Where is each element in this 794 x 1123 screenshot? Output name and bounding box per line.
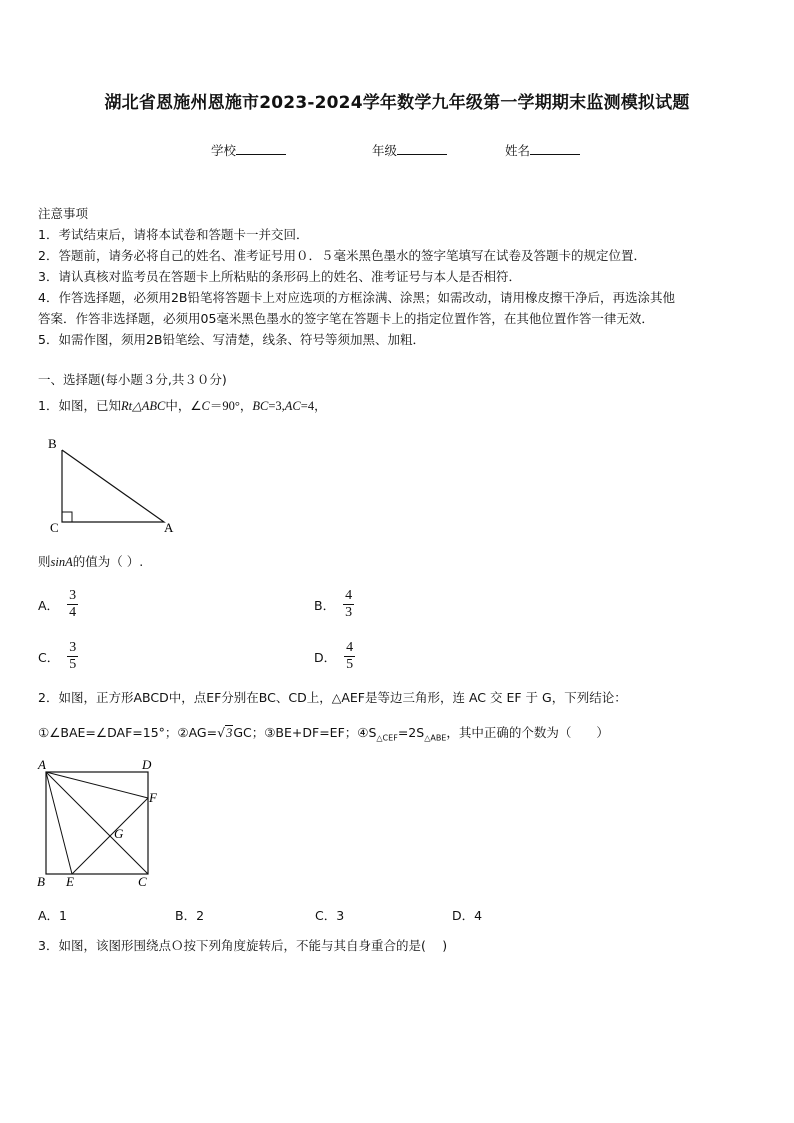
grade-field [372, 141, 447, 159]
q1-option-d[interactable] [314, 640, 355, 673]
vertex-label-a: A [164, 520, 174, 535]
q1-option-b[interactable] [314, 588, 354, 621]
point-label-e: E [66, 874, 74, 889]
vertex-label-d: D [142, 757, 152, 772]
name-field [505, 141, 580, 159]
q2-option-d[interactable]: D．4 [452, 908, 483, 923]
frac-num: 4 [345, 588, 353, 603]
q2-option-a[interactable]: A．1 [38, 908, 68, 923]
q1-angle-var: C [201, 399, 210, 413]
vertex-label-b: B [37, 874, 45, 889]
option-letter: A． [38, 597, 60, 613]
sqrt-radicand: 3 [226, 726, 233, 740]
segment-ac [46, 772, 148, 874]
q1-angle-val: ＝90°， [209, 399, 253, 413]
q1-ask-prefix: 则 [38, 554, 51, 569]
q1-bc-var: BC [252, 399, 269, 413]
point-label-g: G [114, 826, 124, 841]
sqrt-symbol: √3 [217, 725, 233, 740]
grade-label: 年级 [372, 143, 398, 158]
note-item: 1．考试结束后，请将本试卷和答题卡一并交回． [38, 227, 309, 242]
vertex-label-a: A [38, 757, 46, 772]
note-item: 2．答题前，请务必将自己的姓名、准考证号用０．５毫米黑色墨水的签字笔填写在试卷及答题卡的规定位置． [38, 248, 646, 263]
q1-triangle-figure [40, 432, 185, 537]
q1-bc-val: =3, [268, 399, 285, 413]
note-item: 4．作答选择题，必须用2B铅笔将答题卡上对应选项的方框涂满、涂黑；如需改动，请用橡皮擦干净后，再选涂其他 [38, 290, 675, 305]
q2-claim-part: ①∠BAE=∠DAF=15°；②AG= [38, 725, 218, 740]
option-fraction [343, 588, 354, 621]
school-label: 学校 [211, 143, 237, 158]
question-1-ask [38, 552, 143, 570]
segment-af [46, 772, 148, 798]
q2-option-c[interactable]: C．3 [315, 908, 345, 923]
name-blank [530, 142, 580, 155]
frac-num: 4 [346, 640, 354, 655]
school-field [211, 141, 286, 159]
frac-den: 4 [69, 605, 77, 620]
grade-blank [397, 142, 447, 155]
q2-option-b[interactable]: B．2 [175, 908, 205, 923]
vertex-label-f: F [149, 790, 157, 805]
page-title: 湖北省恩施州恩施市2023-2024学年数学九年级第一学期期末监测模拟试题 [104, 93, 690, 113]
q1-mid: 中，∠ [165, 398, 202, 413]
frac-den: 5 [346, 657, 354, 672]
q1-triangle: Rt△ABC [120, 399, 166, 413]
note-item: 3．请认真核对监考员在答题卡上所粘贴的条形码上的姓名、准考证号与本人是否相符． [38, 269, 521, 284]
question-3-stem: 3．如图，该图形围绕点Ｏ按下列角度旋转后，不能与其自身重合的是( ) [38, 938, 448, 953]
q1-option-a[interactable] [38, 588, 78, 621]
option-fraction [67, 640, 78, 673]
q1-ask-suffix: 的值为（ ）. [72, 554, 144, 569]
q1-ask-var: sinA [50, 555, 73, 569]
option-fraction [344, 640, 355, 673]
q2-claim-part: GC；③BE+DF=EF；④S [233, 725, 377, 740]
frac-num: 3 [69, 640, 77, 655]
option-letter: D． [314, 649, 337, 665]
note-item: 5．如需作图，须用2B铅笔绘、写清楚，线条、符号等须加黑、加粗． [38, 332, 425, 347]
q1-ac-var: AC [284, 399, 301, 413]
q2-subscript: △CEF [376, 733, 398, 743]
q2-claim-part: ，其中正确的个数为（ ） [446, 725, 609, 740]
note-item: 答案．作答非选择题，必须用05毫米黑色墨水的签字笔在答题卡上的指定位置作答，在其他位置作答一律无效． [38, 311, 654, 326]
option-letter: B． [314, 597, 336, 613]
option-letter: C． [38, 649, 60, 665]
triangle-lines [62, 450, 164, 522]
name-label: 姓名 [505, 143, 531, 158]
q2-square-figure [34, 756, 164, 890]
q1-option-c[interactable] [38, 640, 78, 673]
q1-ac-val: =4， [300, 399, 327, 413]
option-fraction [67, 588, 78, 621]
vertex-label-c: C [50, 520, 59, 535]
question-2-stem: 2．如图，正方形ABCD中，点EF分别在BC、CD上，△AEF是等边三角形，连 AC 交 EF 于 G，下列结论： [38, 690, 627, 705]
right-angle-mark [62, 512, 72, 522]
question-1-stem [38, 396, 327, 414]
q2-subscript: △ABE [424, 733, 447, 743]
notes-heading: 注意事项 [38, 206, 89, 221]
vertex-label-c: C [138, 874, 147, 889]
frac-den: 3 [345, 605, 353, 620]
frac-num: 3 [69, 588, 77, 603]
segment-ae [46, 772, 72, 874]
school-blank [236, 142, 286, 155]
q2-claim-part: =2S [397, 725, 425, 740]
frac-den: 5 [69, 657, 77, 672]
question-2-claims [38, 723, 609, 743]
q1-prefix: 1．如图，已知 [38, 398, 121, 413]
vertex-label-b: B [48, 436, 57, 451]
section-heading: 一、选择题(每小题３分,共３０分) [38, 372, 227, 387]
